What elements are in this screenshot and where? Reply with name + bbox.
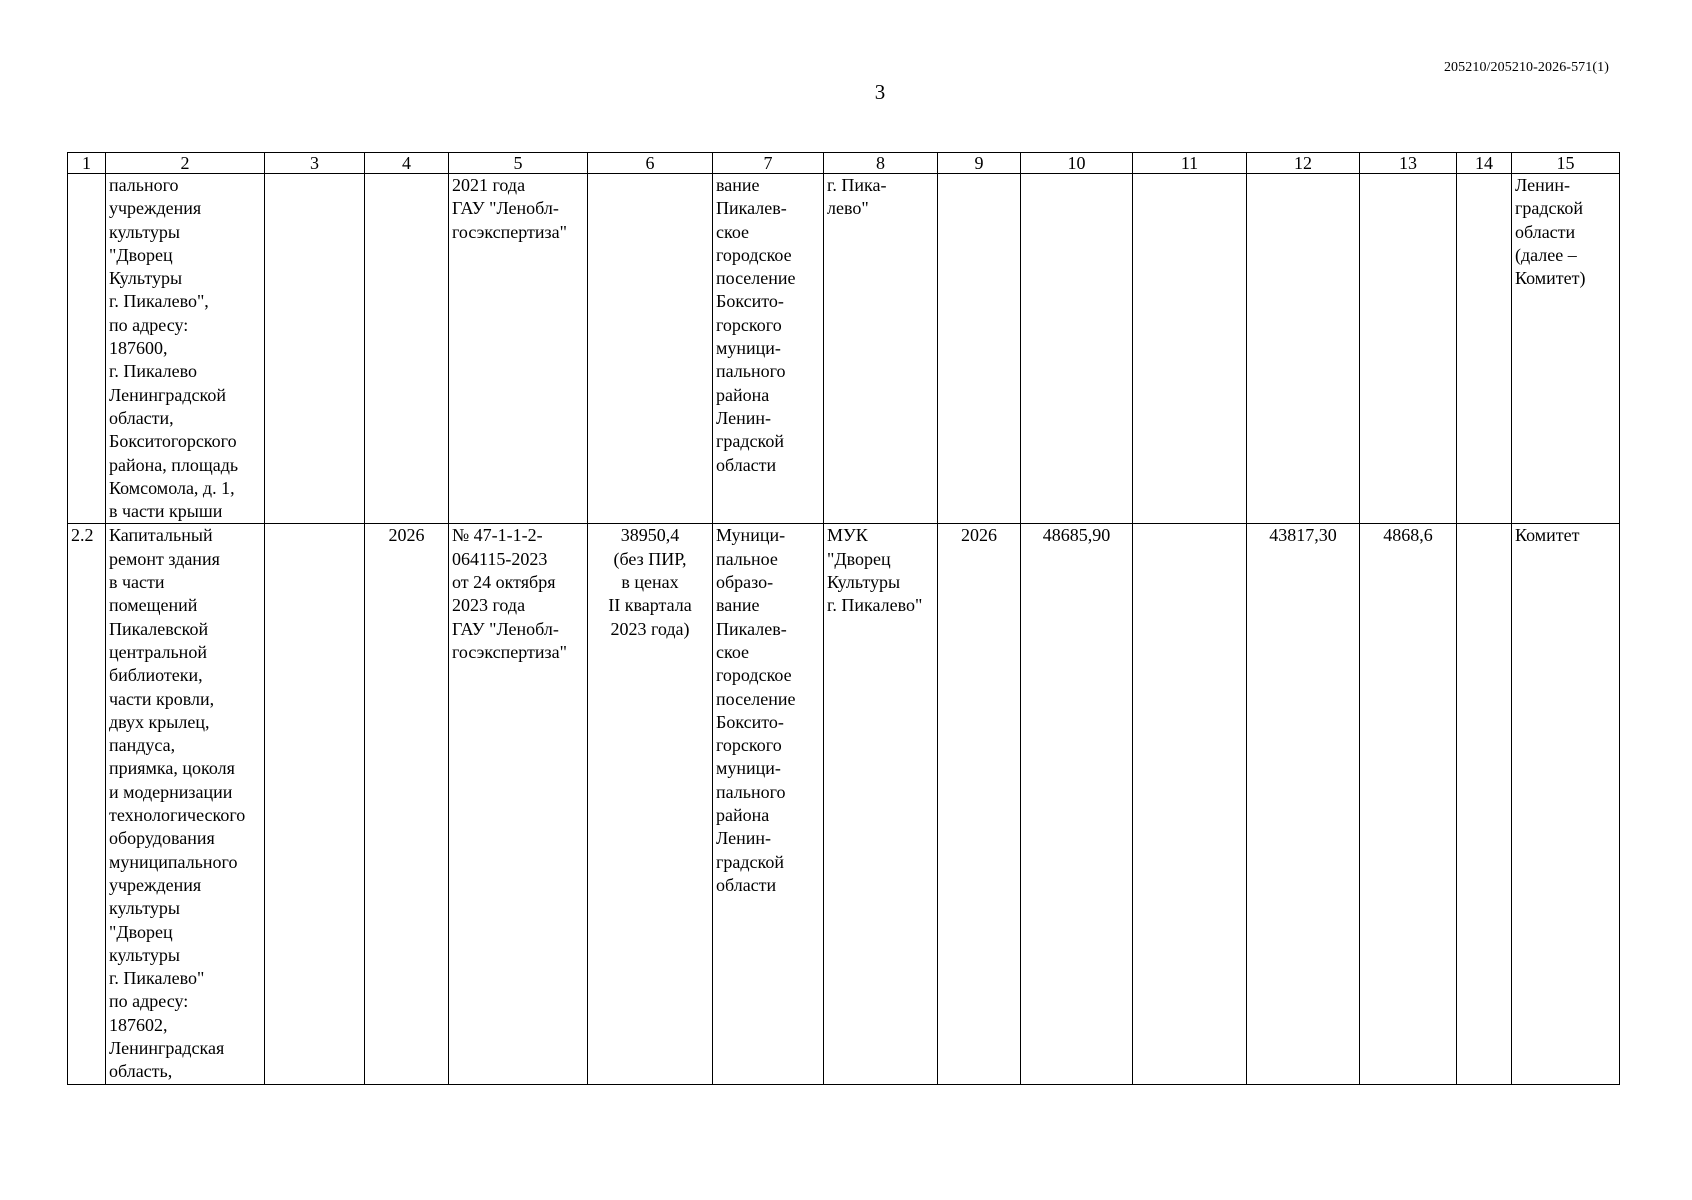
expertise-cell: 2021 года ГАУ "Ленобл- госэкспертиза" [449, 174, 588, 524]
table-cell [265, 524, 365, 1084]
table-cell [1360, 174, 1457, 524]
column-number: 14 [1457, 153, 1512, 174]
table-row-continued [68, 174, 1620, 524]
table-cell [1457, 524, 1512, 1084]
table-cell [1133, 174, 1247, 524]
table-cell [588, 174, 713, 524]
responsible-cell: Ленин- градской области (далее – Комитет) [1512, 174, 1620, 524]
column-number: 1 [68, 153, 106, 174]
column-number: 6 [588, 153, 713, 174]
table-cell [68, 174, 106, 524]
row-number-cell: 2.2 [68, 524, 106, 1084]
expertise-cell: № 47-1-1-2- 064115-2023 от 24 октября 2023 года ГАУ "Ленобл- госэкспертиза" [449, 524, 588, 1084]
column-number: 15 [1512, 153, 1620, 174]
responsible-cell: Комитет [1512, 524, 1620, 1084]
column-number: 7 [713, 153, 824, 174]
local-amount-cell: 4868,6 [1360, 524, 1457, 1084]
column-number: 11 [1133, 153, 1247, 174]
year-cell: 2026 [938, 524, 1021, 1084]
column-number: 5 [449, 153, 588, 174]
object-name-cell: пального учреждения культуры "Дворец Культуры г. Пикалево", по адресу: 187600, г. Пикалево Ленинградской области, Бокситогорского района, площадь Комсомола, д. 1, в части крыши [106, 174, 265, 524]
column-number: 9 [938, 153, 1021, 174]
table-cell [365, 174, 449, 524]
customer-cell: МУК "Дворец Культуры г. Пикалево" [824, 524, 938, 1084]
object-name-cell: Капитальный ремонт здания в части помещений Пикалевской центральной библиотеки, части кровли, двух крылец, пандуса, приямка, цоколя и модернизации технологического оборудования муниципального учреждения культуры "Дворец культуры г. Пикалево" по адресу: 187602, Ленинградская область, [106, 524, 265, 1084]
column-number: 10 [1021, 153, 1133, 174]
column-number: 8 [824, 153, 938, 174]
regional-amount-cell: 43817,30 [1247, 524, 1360, 1084]
year-cell: 2026 [365, 524, 449, 1084]
document-id: 205210/205210-2026-571(1) [1443, 60, 1609, 75]
municipality-cell: вание Пикалев- ское городское поселение Боксито- горского муници- пального района Ленин- градской области [713, 174, 824, 524]
estimated-cost-cell: 38950,4 (без ПИР, в ценах II квартала 2023 года) [588, 524, 713, 1084]
column-number: 13 [1360, 153, 1457, 174]
table-cell [1133, 524, 1247, 1084]
table-cell [1021, 174, 1133, 524]
municipality-cell: Муници- пальное образо- вание Пикалев- ское городское поселение Боксито- горского муници- пального района Ленин- градской области [713, 524, 824, 1084]
page-number: 3 [874, 80, 886, 104]
column-number: 12 [1247, 153, 1360, 174]
table-cell [265, 174, 365, 524]
table-cell [1457, 174, 1512, 524]
table-cell [1247, 174, 1360, 524]
table-row-2-2 [68, 524, 1620, 1084]
total-amount-cell: 48685,90 [1021, 524, 1133, 1084]
column-number: 2 [106, 153, 265, 174]
customer-cell: г. Пика- лево" [824, 174, 938, 524]
table-cell [938, 174, 1021, 524]
column-number: 4 [365, 153, 449, 174]
data-table [67, 152, 1620, 1085]
column-numbers-row [68, 153, 1620, 174]
column-number: 3 [265, 153, 365, 174]
